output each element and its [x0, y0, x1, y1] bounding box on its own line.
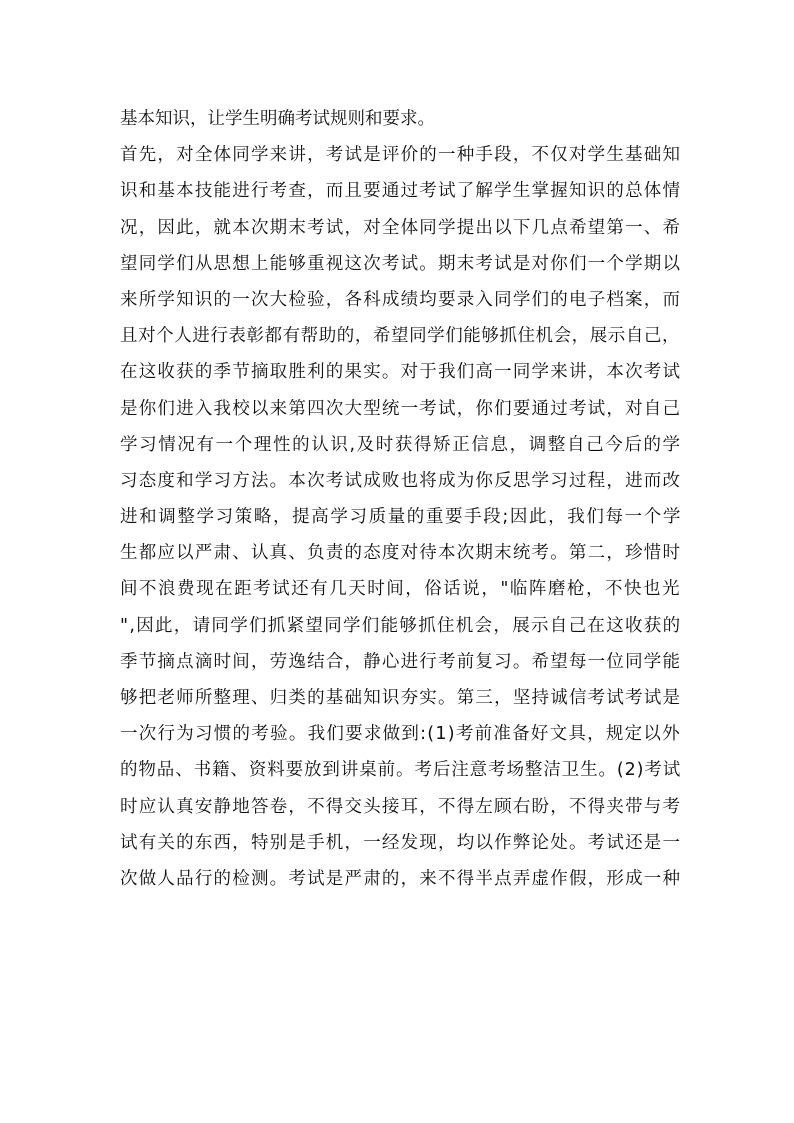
text-line: 试有关的东西，特别是手机，一经发现，均以作弊论处。考试还是一	[120, 832, 682, 853]
text-line: 次做人品行的检测。考试是严肃的，来不得半点弄虚作假，形成一种	[120, 868, 682, 889]
text-line: 基本知识，让学生明确考试规则和要求。	[120, 109, 435, 129]
text-line: 生都应以严肃、认真、负责的态度对待本次期末统考。第二，珍惜时	[120, 543, 682, 564]
text-line: 季节摘点滴时间，劳逸结合，静心进行考前复习。希望每一位同学能	[120, 651, 682, 672]
text-line: 时应认真安静地答卷，不得交头接耳，不得左顾右盼，不得夹带与考	[120, 796, 682, 817]
text-line: 间不浪费现在距考试还有几天时间，俗话说，"临阵磨枪，不快也光	[120, 579, 682, 600]
text-line: 学习情况有一个理性的认识,及时获得矫正信息，调整自己今后的学	[120, 434, 682, 455]
text-line: 在这收获的季节摘取胜利的果实。对于我们高一同学来讲，本次考试	[120, 362, 682, 383]
text-line: 望同学们从思想上能够重视这次考试。期末考试是对你们一个学期以	[120, 253, 682, 274]
body-text	[120, 101, 683, 897]
text-line: 且对个人进行表彰都有帮助的，希望同学们能够抓住机会，展示自己，	[120, 326, 681, 347]
text-line: 够把老师所整理、归类的基础知识夯实。第三，坚持诚信考试考试是	[120, 688, 682, 708]
text-line: 来所学知识的一次大检验，各科成绩均要录入同学们的电子档案，而	[120, 289, 682, 310]
text-line: 况，因此，就本次期末考试，对全体同学提出以下几点希望第一、希	[120, 217, 682, 238]
text-line: 习态度和学习方法。本次考试成败也将成为你反思学习过程，进而改	[120, 470, 682, 491]
text-line: 的物品、书籍、资料要放到讲桌前。考后注意考场整洁卫生。(2)考试	[120, 760, 682, 781]
text-line: ",因此，请同学们抓紧望同学们能够抓住机会，展示自己在这收获的	[120, 615, 682, 636]
text-line: 是你们进入我校以来第四次大型统一考试，你们要通过考试，对自己	[120, 398, 682, 419]
text-line: 一次行为习惯的考验。我们要求做到:(1)考前准备好文具，规定以外	[120, 724, 681, 745]
text-line: 识和基本技能进行考查，而且要通过考试了解学生掌握知识的总体情	[120, 181, 682, 202]
text-line: 进和调整学习策略，提高学习质量的重要手段;因此，我们每一个学	[120, 507, 683, 528]
text-line: 首先，对全体同学来讲，考试是评价的一种手段，不仅对学生基础知	[120, 145, 682, 166]
